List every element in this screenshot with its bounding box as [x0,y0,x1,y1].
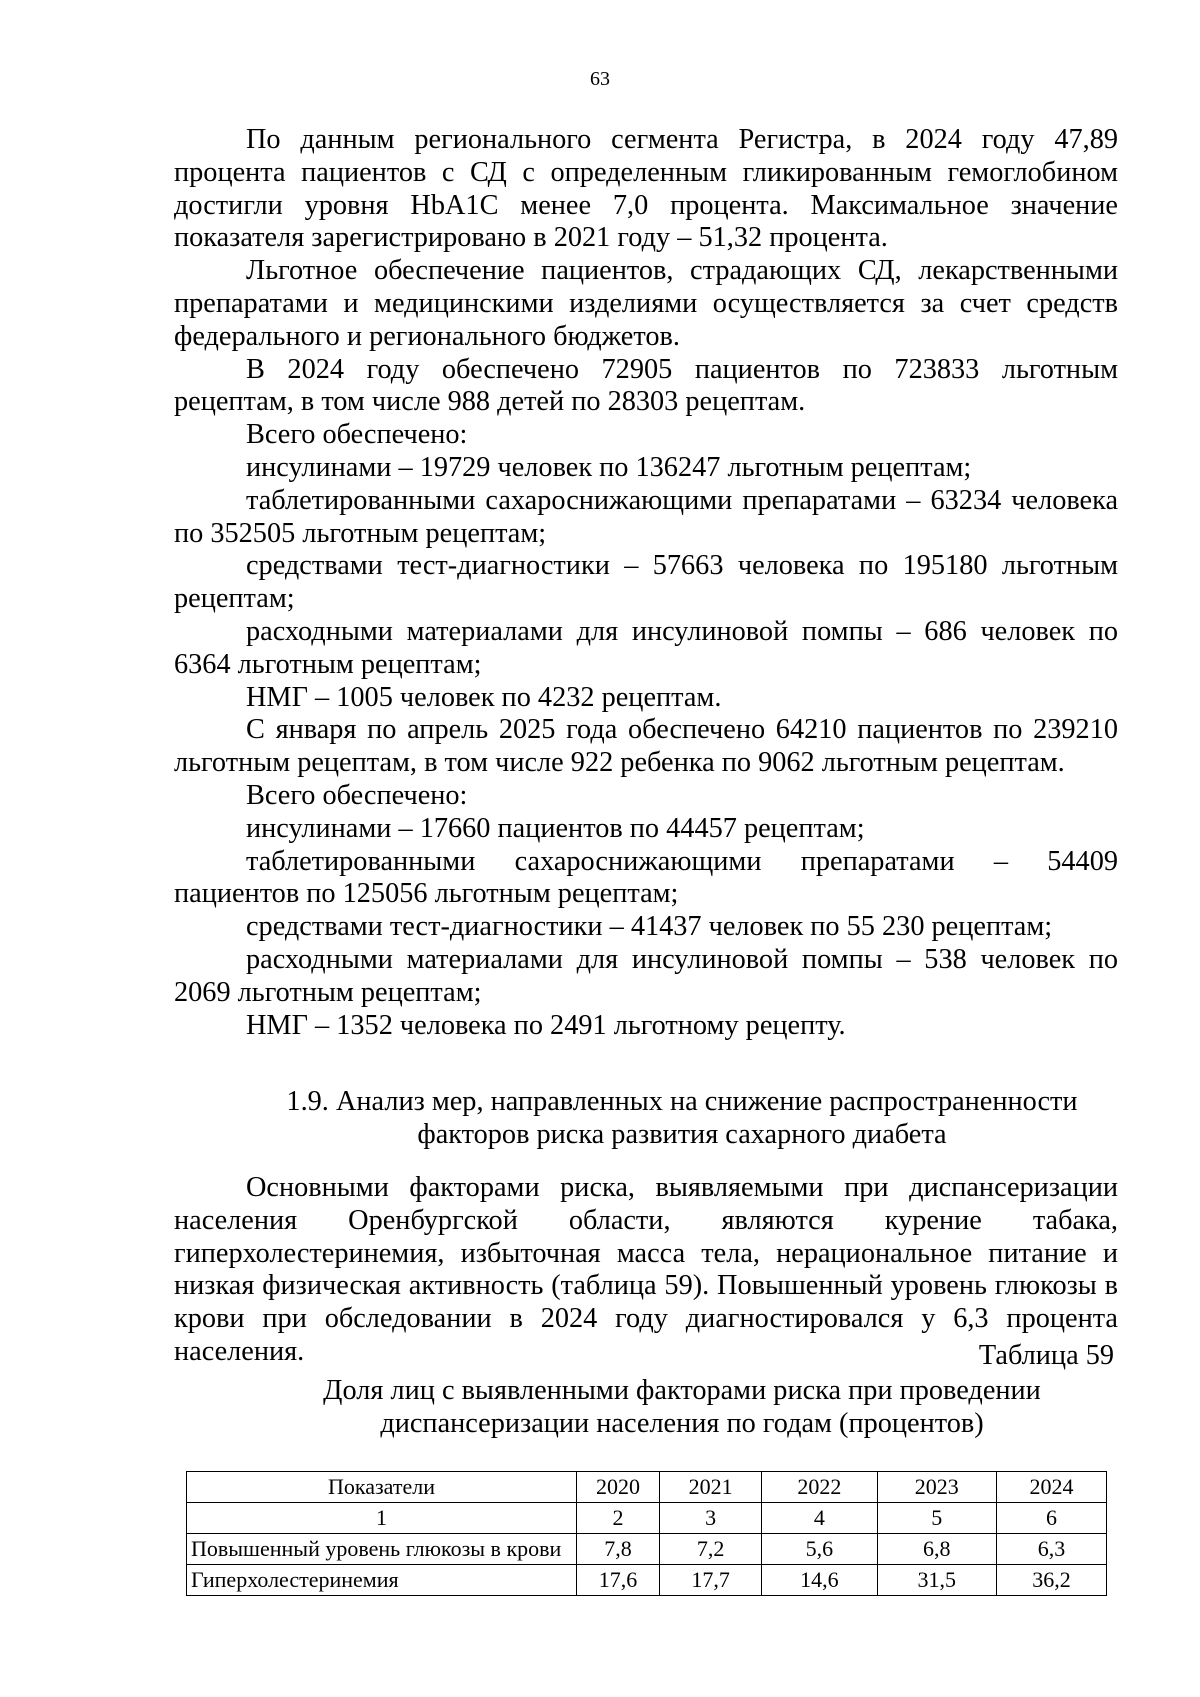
paragraph: Всего обеспечено: [246,419,468,451]
table-cell: Гиперхолестеринемия [187,1565,577,1596]
table-cell: 5,6 [762,1534,877,1565]
table-cell: 5 [877,1503,997,1534]
paragraph: средствами тест-диагностики – 57663 человека по 195180 льготным рецептам; [174,550,1118,615]
table-header-cell: 2022 [762,1472,877,1503]
table-cell: 31,5 [877,1565,997,1596]
table-row [187,1534,1107,1565]
table-header-cell: 2020 [576,1472,659,1503]
body-text [174,124,1118,1042]
paragraph: расходными материалами для инсулиновой помпы – 686 человек по 6364 льготным рецептам; [174,615,1118,680]
table-header-row [187,1472,1107,1503]
risk-factors-table [186,1471,1107,1596]
paragraph: инсулинами – 19729 человек по 136247 льготным рецептам; [246,451,972,483]
paragraph: расходными материалами для инсулиновой помпы – 538 человек по 2069 льготным рецептам; [174,943,1118,1008]
paragraph: таблетированными сахароснижающими препаратами – 54409 пациентов по 125056 льготным рецептам; [174,845,1118,910]
table-title-line: Доля лиц с выявленными факторами риска при проведении [323,1375,1041,1406]
paragraph: Льготное обеспечение пациентов, страдающих СД, лекарственными препаратами и медицинскими изделиями осуществляется за счет средств федерального и регионального бюджетов. [174,255,1118,352]
table-header-cell: 2024 [997,1472,1107,1503]
table-cell: 1 [187,1503,577,1534]
table-title [174,1375,1118,1441]
paragraph: Основными факторами риска, выявляемыми при диспансеризации населения Оренбургской области, являются курение табака, гиперхолестеринемия, избыточная масса тела, нерациональное питание и низкая физическая активность (таблица 59). Повышенный уровень глюкозы в крови при обследовании в 2024 году диагностировался у 6,3 процента населения. [174,1172,1118,1367]
paragraph: Всего обеспечено: [246,779,468,811]
table-title-line: диспансеризации населения по годам (процентов) [380,1407,984,1439]
paragraph: С января по апрель 2025 года обеспечено 64210 пациентов по 239210 льготным рецептам, в том числе 922 ребенка по 9062 льготным рецептам. [174,714,1118,779]
table-header-cell: Показатели [187,1472,577,1503]
paragraph: НМГ – 1352 человека по 2491 льготному рецепту. [246,1009,846,1041]
table-cell: 36,2 [997,1565,1107,1596]
paragraph: инсулинами – 17660 пациентов по 44457 рецептам; [246,812,865,844]
paragraph: НМГ – 1005 человек по 4232 рецептам. [246,681,722,713]
table-label: Таблица 59 [978,1340,1114,1371]
page-number: 63 [590,68,610,90]
table-cell: 2 [576,1503,659,1534]
table-cell: 7,2 [659,1534,761,1565]
section-title-line: факторов риска развития сахарного диабета [417,1118,947,1150]
section-title [174,1086,1118,1152]
table-cell: 7,8 [576,1534,659,1565]
table-header-cell: 2023 [877,1472,997,1503]
paragraph: По данным регионального сегмента Регистра, в 2024 году 47,89 процента пациентов с СД с определенным гликированным гемоглобином достигли уровня HbA1C менее 7,0 процента. Максимальное значение показателя зарегистрировано в 2021 году – 51,32 процента. [174,124,1118,254]
table-cell: 6,3 [997,1534,1107,1565]
section-text [174,1172,1118,1369]
table-cell: 6,8 [877,1534,997,1565]
table-row [187,1565,1107,1596]
table-cell: 17,7 [659,1565,761,1596]
paragraph: средствами тест-диагностики – 41437 человек по 55 230 рецептам; [246,911,1053,943]
paragraph: В 2024 году обеспечено 72905 пациентов по 723833 льготным рецептам, в том числе 988 детей по 28303 рецептам. [174,353,1118,418]
table-cell: Повышенный уровень глюкозы в крови [187,1534,577,1565]
table-numbering-row [187,1503,1107,1534]
paragraph: таблетированными сахароснижающими препаратами – 63234 человека по 352505 льготным рецептам; [174,484,1118,549]
section-title-line: 1.9. Анализ мер, направленных на снижение распространенности [286,1086,1078,1117]
table-cell: 6 [997,1503,1107,1534]
table-header-cell: 2021 [659,1472,761,1503]
table-cell: 14,6 [762,1565,877,1596]
table-cell: 4 [762,1503,877,1534]
table-cell: 17,6 [576,1565,659,1596]
table-cell: 3 [659,1503,761,1534]
